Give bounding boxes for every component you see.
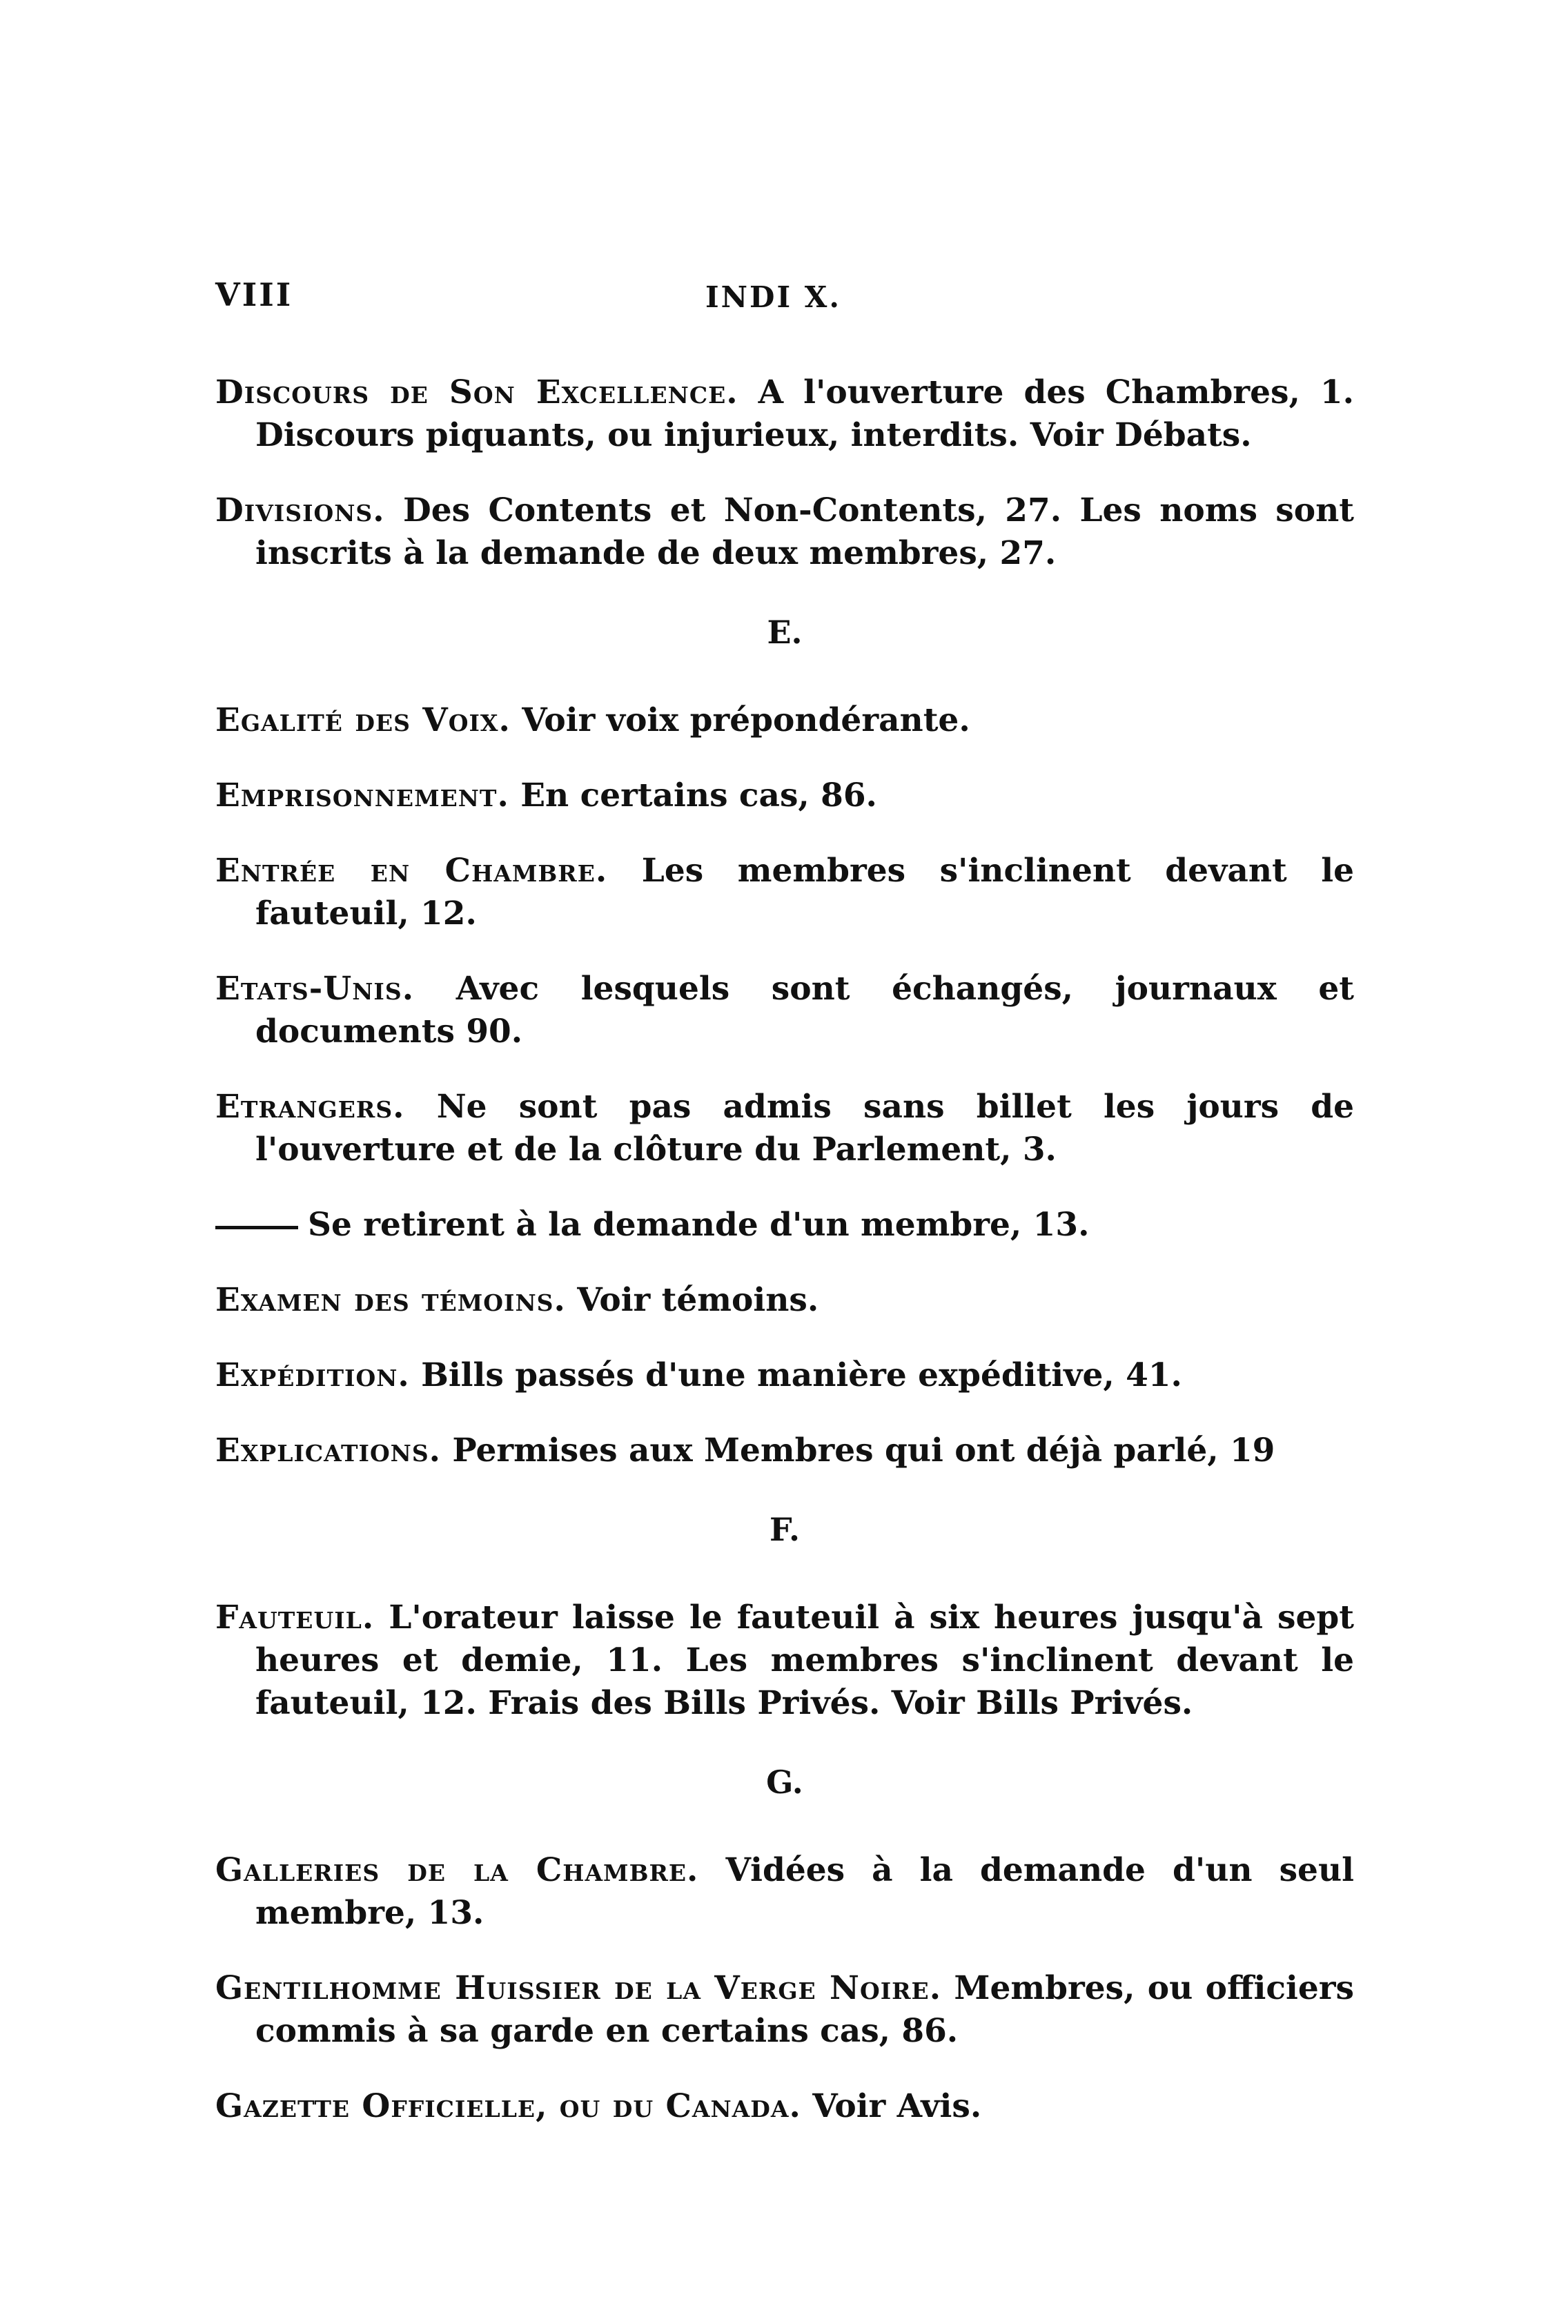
index-entry xyxy=(215,968,1354,1053)
index-entry xyxy=(215,1429,1354,1472)
entry-text: Avec lesquels sont échangés, journaux et documents 90. xyxy=(255,970,1354,1051)
index-entry xyxy=(215,1086,1354,1171)
index-entry xyxy=(215,850,1354,935)
entry-heading: Etats-Unis. xyxy=(215,970,415,1008)
entry-text: Les membres s'inclinent devant le fauteuil, 12. xyxy=(255,852,1354,932)
index-entry xyxy=(215,489,1354,575)
index-entry xyxy=(215,699,1354,742)
page-title: INDI X. xyxy=(705,280,841,314)
index-section-f xyxy=(215,1596,1354,1725)
index-entry xyxy=(215,2085,1354,2128)
page-header xyxy=(215,276,1354,331)
index-entry xyxy=(215,1849,1354,1935)
entry-heading: Discours de Son Excellence. xyxy=(215,373,738,411)
entry-text: Ne sont pas admis sans billet les jours de l'ouverture et de la clôture du Parlement, 3. xyxy=(255,1088,1354,1169)
entry-heading: Entrée en Chambre. xyxy=(215,852,608,890)
page-number: VIII xyxy=(215,276,293,313)
index-page xyxy=(215,276,1354,2147)
ditto-dash xyxy=(215,1226,298,1229)
index-section-e xyxy=(215,699,1354,1472)
index-entry xyxy=(215,1279,1354,1322)
entry-heading: Emprisonnement. xyxy=(215,777,509,814)
entry-text: Des Contents et Non-Contents, 27. Les noms sont inscrits à la demande de deux membres, 27. xyxy=(255,491,1354,572)
entry-heading: Expédition. xyxy=(215,1356,410,1394)
entry-heading: Etrangers. xyxy=(215,1088,405,1126)
entry-text: L'orateur laisse le fauteuil à six heures jusqu'à sept heures et demie, 11. Les membres s'inclinent devant le fauteuil, 12. Frais des Bills Privés. Voir Bills Privés. xyxy=(255,1599,1354,1722)
entry-text: Voir Avis. xyxy=(812,2087,982,2125)
entry-text: En certains cas, 86. xyxy=(520,777,877,814)
index-section-d xyxy=(215,371,1354,575)
section-letter-e: E. xyxy=(767,614,803,651)
entry-heading: Egalité des Voix. xyxy=(215,701,511,739)
index-entry-continuation xyxy=(215,1204,1354,1247)
entry-heading: Explications. xyxy=(215,1432,442,1469)
entry-heading: Fauteuil. xyxy=(215,1599,375,1637)
entry-text: Bills passés d'une manière expéditive, 41. xyxy=(421,1356,1182,1394)
entry-text: A l'ouverture des Chambres, 1. Discours piquants, ou injurieux, interdits. Voir Débats. xyxy=(255,373,1354,454)
index-entry xyxy=(215,1596,1354,1725)
entry-text: Voir voix prépondérante. xyxy=(522,701,970,739)
entry-text: Membres, ou officiers commis à sa garde en certains cas, 86. xyxy=(255,1969,1354,2050)
index-section-g xyxy=(215,1849,1354,2128)
index-entry xyxy=(215,1354,1354,1397)
entry-text: Vidées à la demande d'un seul membre, 13. xyxy=(255,1851,1354,1932)
entry-heading: Gazette Officielle, ou du Canada. xyxy=(215,2087,801,2125)
index-entry xyxy=(215,774,1354,817)
index-entry xyxy=(215,1967,1354,2053)
entry-text: Se retirent à la demande d'un membre, 13. xyxy=(308,1206,1090,1244)
entry-heading: Divisions. xyxy=(215,491,385,529)
entry-heading: Galleries de la Chambre. xyxy=(215,1851,699,1889)
entry-heading: Gentilhomme Huissier de la Verge Noire. xyxy=(215,1969,942,2007)
entry-text: Voir témoins. xyxy=(577,1281,819,1319)
entry-text: Permises aux Membres qui ont déjà parlé, 19 xyxy=(452,1432,1275,1469)
index-entry xyxy=(215,371,1354,457)
section-letter-g: G. xyxy=(766,1764,803,1801)
section-letter-f: F. xyxy=(769,1511,801,1548)
entry-heading: Examen des témoins. xyxy=(215,1281,566,1319)
